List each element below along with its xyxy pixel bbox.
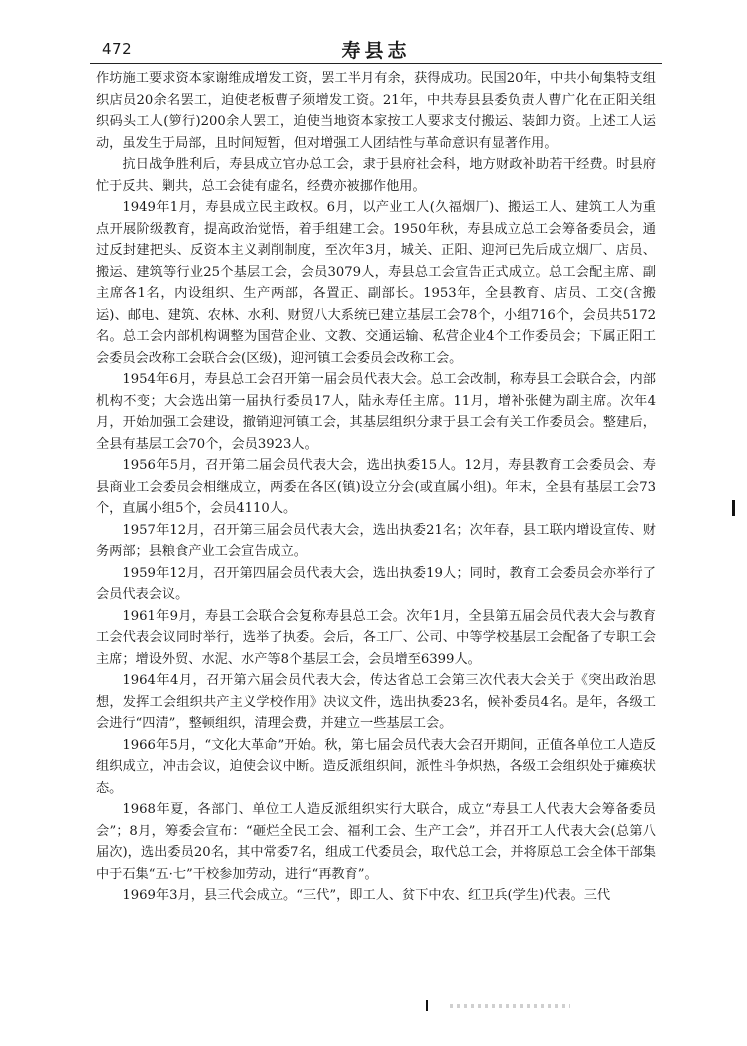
paragraph: 作坊施工要求资本家谢维成增发工资，罢工半月有余，获得成功。民国20年，中共小甸集特支组织店员20余名罢工，迫使老板曹子须增发工资。21年，中共寿县县委负责人曹广化在正阳关组织码头工人(箩行)200余人罢工，迫使当地资本家按工人要求支付搬运、装卸力资。上述工人运动，虽发生于局部，且时间短暂，但对增强工人团结性与革命意识有显著作用。 bbox=[96, 71, 656, 151]
paragraph: 1957年12月，召开第三届会员代表大会，选出执委21名；次年春，县工联内增设宣传、财务两部；县粮食产业工会宣告成立。 bbox=[96, 522, 656, 559]
footer-scan-smudge bbox=[450, 1004, 570, 1008]
paragraph: 1969年3月，县三代会成立。“三代”，即工人、贫下中农、红卫兵(学生)代表。三代 bbox=[122, 888, 611, 903]
margin-scan-mark bbox=[732, 500, 735, 516]
paragraph: 1956年5月，召开第二届会员代表大会，选出执委15人。12月，寿县教育工会委员会、寿县商业工会委员会相继成立，两委在各区(镇)设立分会(或直属小组)。年末，全县有基层工会73个，直属小组5个，会员4110人。 bbox=[96, 458, 656, 516]
paragraph: 1968年夏，各部门、单位工人造反派组织实行大联合，成立“寿县工人代表大会筹备委员会”；8月，筹委会宣布：“砸烂全民工会、福利工会、生产工会”，并召开工人代表大会(总第八届次)，选出委员20名，其中常委7名，组成工代委员会，取代总工会，并将原总工会全体干部集中于石集“五·七”干校参加劳动，进行“再教育”。 bbox=[96, 802, 656, 882]
paragraph: 1949年1月，寿县成立民主政权。6月，以产业工人(久福烟厂)、搬运工人、建筑工人为重点开展阶级教育，提高政治觉悟，着手组建工会。1950年秋，寿县成立总工会筹备委员会，通过反封建把头、反资本主义剥削制度，至次年3月，城关、正阳、迎河已先后成立烟厂、店员、搬运、建筑等行业25个基层工会，会员3079人，寿县总工会宣告正式成立。总工会配主席、副主席各1名，内设组织、生产两部，各置正、副部长。1953年，全县教育、店员、工交(含搬运)、邮电、建筑、农林、水利、财贸八大系统已建立基层工会78个，小组716个，会员共5172名。总工会内部机构调整为国营企业、文教、交通运输、私营企业4个工作委员会；下属正阳工会委员会改称工会联合会(区级)，迎河镇工会委员会改称工会。 bbox=[96, 200, 656, 366]
paragraph: 1966年5月，“文化大革命”开始。秋，第七届会员代表大会召开期间，正值各单位工人造反组织成立，冲击会议，迫使会议中断。造反派组织间，派性斗争炽热，各级工会组织处于瘫痪状态。 bbox=[96, 737, 656, 796]
header-rule bbox=[90, 63, 662, 64]
paragraph: 1959年12月，召开第四届会员代表大会，选出执委19人；同时，教育工会委员会亦举行了会员代表会议。 bbox=[96, 565, 656, 602]
page-header bbox=[96, 36, 656, 62]
paragraph: 抗日战争胜利后，寿县成立官办总工会，隶于县府社会科，地方财政补助若干经费。时县府忙于反共、剿共，总工会徒有虚名，经费亦被挪作他用。 bbox=[96, 157, 656, 194]
body-text bbox=[96, 68, 656, 907]
paragraph: 1961年9月，寿县工会联合会复称寿县总工会。次年1月，全县第五届会员代表大会与教育工会代表会议同时举行，选举了执委。会后，各工厂、公司、中等学校基层工会配备了专职工会主席；增设外贸、水泥、水产等8个基层工会，会员增至6399人。 bbox=[96, 608, 656, 667]
book-title: 寿县志 bbox=[341, 40, 411, 62]
paragraph: 1964年4月，召开第六届会员代表大会，传达省总工会第三次代表大会关于《突出政治思想，发挥工会组织共产主义学校作用》决议文件，选出执委23名，候补委员4名。是年，各级工会进行“四清”，整顿组织，清理会费，并建立一些基层工会。 bbox=[96, 673, 656, 731]
page-number: 472 bbox=[102, 40, 133, 58]
paragraph: 1954年6月，寿县总工会召开第一届会员代表大会。总工会改制，称寿县工会联合会，内部机构不变；大会选出第一届执行委员17人，陆永寿任主席。11月，增补张健为副主席。次年4月，开始加强工会建设，撤销迎河镇工会，其基层组织分隶于县工会有关工作委员会。整建后，全县有基层工会70个，会员3923人。 bbox=[96, 372, 656, 452]
footer-scan-mark bbox=[426, 1000, 428, 1011]
